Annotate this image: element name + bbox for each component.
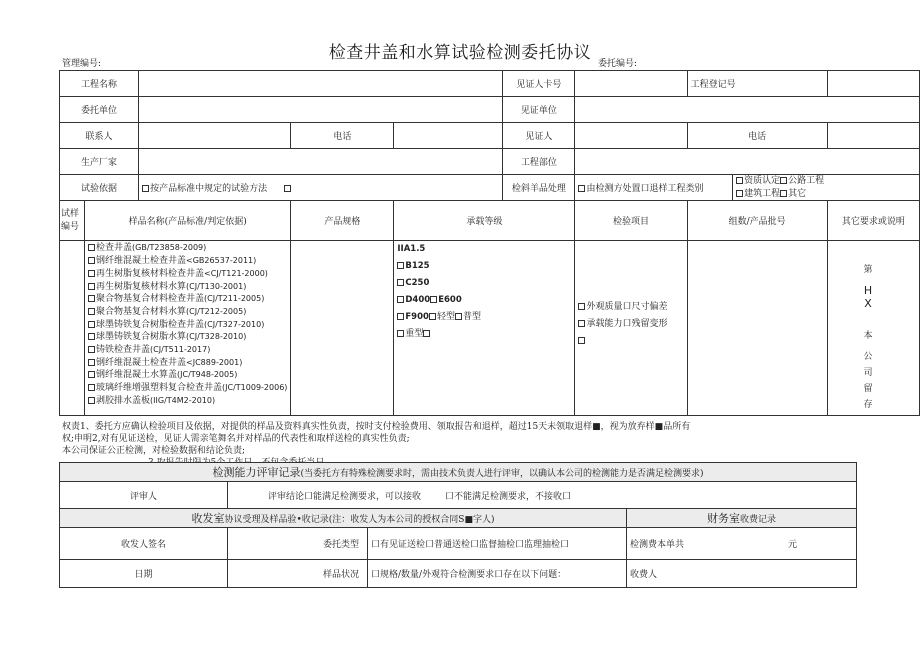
main-form-table — [59, 70, 920, 416]
sample-handling-label: 检斜羊品处理 — [503, 175, 575, 201]
yuan-label: 元 — [788, 540, 798, 550]
sample-no-header-line1: 试样 — [61, 209, 80, 220]
entrust-type-options[interactable]: 口有见证送检口普通送检口监督抽检口监理抽检口 — [368, 528, 627, 560]
manufacturer-field[interactable] — [139, 149, 503, 175]
project-name-label: 工程名称 — [60, 71, 139, 97]
load-grade-header: 承载等级 — [394, 201, 575, 241]
test-basis-checkbox[interactable] — [142, 185, 149, 192]
highway-text: 公路工程 — [788, 176, 825, 186]
construction-text: 建筑工程 — [744, 188, 781, 199]
qualification-checkbox[interactable] — [736, 177, 743, 184]
receive-section-header — [60, 509, 857, 528]
sample-header-row — [60, 201, 920, 241]
document-title: 检查井盖和水算试验检测委托协议 — [328, 43, 592, 63]
grade-d: D400 — [405, 295, 431, 306]
project-dept-label: 工程部位 — [503, 149, 575, 175]
group-batch-header: 组数/产品批号 — [687, 201, 827, 241]
side-char: 公 — [863, 352, 873, 362]
side-char: 第 — [863, 265, 873, 275]
product-checkbox[interactable] — [88, 244, 95, 251]
product-std: (GB/T23858-2009) — [132, 243, 207, 253]
product-name: 聚合物基复合材料检查井盖 — [96, 294, 205, 305]
product-name: 玻璃纤维增强塑料复合检查井盖 — [96, 383, 223, 394]
product-item — [88, 319, 287, 332]
product-std: (IIG/T4M2-2010) — [150, 395, 216, 405]
date-label: 日期 — [60, 560, 228, 588]
phone-label: 电话 — [291, 123, 394, 149]
review-receive-table — [59, 462, 857, 588]
grade-f: F900 — [405, 312, 429, 323]
product-checkbox[interactable] — [88, 283, 95, 290]
sample-no-header — [60, 201, 85, 241]
product-name: 检查井盖 — [96, 243, 133, 254]
test-basis-options — [139, 175, 503, 201]
other-req-header: 其它要求或说明 — [827, 201, 919, 241]
review-title: 检测能力评审记录 — [212, 466, 301, 479]
product-item — [88, 255, 287, 268]
product-checkbox[interactable] — [88, 295, 95, 302]
grade-e-checkbox[interactable] — [430, 296, 437, 303]
sample-detail-row — [60, 241, 920, 416]
project-reg-field[interactable] — [827, 71, 919, 97]
qualification-text: 资质认定 — [744, 176, 781, 186]
test-item-c-checkbox[interactable] — [578, 337, 585, 344]
project-reg-label: 工程登记号 — [687, 71, 827, 97]
phone2-label: 电话 — [687, 123, 827, 149]
sample-status-label: 样品状况 — [228, 560, 368, 588]
grade-f-checkbox[interactable] — [397, 313, 404, 320]
sample-status-options[interactable]: 口规格/数量/外观符合检测要求口存在以下问题： — [368, 560, 627, 588]
witness-label: 见证人 — [503, 123, 575, 149]
finance-title: 财务室 — [706, 512, 740, 525]
load-grade-list — [394, 241, 575, 416]
product-name: 球墨铸铁复合树脂检查井盖 — [96, 319, 205, 330]
product-checkbox[interactable] — [88, 333, 95, 340]
project-name-field[interactable] — [139, 71, 503, 97]
product-item — [88, 344, 287, 357]
test-basis-label: 试验依据 — [60, 175, 139, 201]
contact-label: 联系人 — [60, 123, 139, 149]
sample-no-header-line2: 编号 — [61, 221, 80, 232]
side-char: 留 — [863, 384, 873, 394]
product-checkbox[interactable] — [88, 257, 95, 264]
product-name: 剥胶排水盖板 — [96, 395, 151, 406]
product-name: 钢纤维混凝土水算盖 — [96, 370, 178, 381]
phone-field[interactable] — [394, 123, 503, 149]
grade-normal: 普型 — [462, 312, 481, 323]
grade-c: C250 — [405, 278, 430, 289]
sample-handling-options — [575, 175, 733, 201]
receive-row-2 — [60, 560, 857, 588]
side-vertical-text — [861, 255, 875, 413]
fee-cell — [627, 528, 857, 560]
collector-label: 收费人 — [627, 560, 857, 588]
side-char: 司 — [863, 368, 873, 378]
review-section-header — [60, 463, 857, 482]
review-subtitle: (当委托方有特殊检测要求时，需由技术负责人进行评审，以确认本公司的检测能力是否满足检测要求) — [300, 469, 704, 479]
grade-c-checkbox[interactable] — [397, 279, 404, 286]
review-title-cell — [60, 463, 857, 482]
row-client-unit — [60, 97, 920, 123]
witness-card-field[interactable] — [575, 71, 687, 97]
test-item-a-checkbox[interactable] — [578, 303, 585, 310]
product-item — [88, 281, 287, 294]
test-item-b: 承载能力口残留变形 — [586, 319, 668, 330]
grade-b-checkbox[interactable] — [397, 262, 404, 269]
grade-light: 轻型 — [436, 312, 455, 323]
other-checkbox[interactable] — [780, 190, 787, 197]
row-test-basis — [60, 175, 920, 201]
note-line-1: 权责1、委托方应确认检验项目及依据，对提供的样品及资料真实性负责，按时支付检验费用、领取报告和退样，超过15天未领取退样■，视为放弃样■品所有 — [62, 422, 691, 432]
review-conclusion-cell — [228, 482, 857, 509]
finance-subtitle: 收费记录 — [739, 515, 776, 525]
grade-e: E600 — [438, 295, 462, 306]
side-char: 本 — [863, 331, 873, 341]
entrust-number-label: 委托编号: — [598, 59, 638, 69]
product-name: 再生树脂复核材料检查井盖 — [96, 268, 205, 279]
highway-checkbox[interactable] — [780, 177, 787, 184]
client-unit-field[interactable] — [139, 97, 503, 123]
project-category-options — [733, 175, 920, 201]
test-item-a: 外观质量口尺寸偏差 — [586, 302, 668, 313]
construction-checkbox[interactable] — [736, 190, 743, 197]
product-item — [88, 268, 287, 281]
receive-title: 收发室 — [191, 512, 225, 525]
grade-extra-checkbox[interactable] — [423, 330, 430, 337]
witness-unit-label: 见证单位 — [503, 97, 575, 123]
product-checkbox[interactable] — [88, 308, 95, 315]
receiver-sign-label: 收发人签名 — [60, 528, 228, 560]
manufacturer-label: 生产厂家 — [60, 149, 139, 175]
product-checkbox[interactable] — [88, 359, 95, 366]
product-item — [88, 382, 287, 395]
product-std: (CJ/T130-2001) — [186, 281, 247, 291]
witness-field[interactable] — [575, 123, 687, 149]
product-std: (CJ/T212-2005) — [186, 306, 247, 316]
test-items-list — [575, 241, 687, 416]
product-std: (CJ/T327-2010) — [204, 319, 265, 329]
side-char: X — [864, 297, 872, 310]
grade-normal-checkbox[interactable] — [455, 313, 462, 320]
grade-light-checkbox[interactable] — [429, 313, 436, 320]
product-list — [85, 241, 291, 416]
other-text: 其它 — [788, 188, 807, 199]
row-contact — [60, 123, 920, 149]
product-std: (JC/T948-2005) — [177, 370, 238, 380]
row-project-name — [60, 71, 920, 97]
product-item — [88, 331, 287, 344]
test-basis-option-text: 按产品标准中规定的试验方法 — [150, 184, 268, 195]
witness-unit-field[interactable] — [575, 97, 920, 123]
test-basis-checkbox-2[interactable] — [284, 185, 291, 192]
product-name: 钢纤维混凝土检查井盖 — [96, 256, 187, 267]
product-checkbox[interactable] — [88, 371, 95, 378]
product-item — [88, 357, 287, 370]
sample-handling-checkbox[interactable] — [578, 185, 585, 192]
sample-handling-option-text: 由检测方处置口退样工程类别 — [586, 184, 704, 195]
sample-no-cell[interactable] — [60, 241, 85, 416]
product-std: (CJ/T211-2005) — [204, 294, 265, 304]
review-cannot[interactable]: 口不能满足检测要求，不接收口 — [445, 491, 572, 502]
product-item — [88, 242, 287, 255]
product-checkbox[interactable] — [88, 346, 95, 353]
contact-field[interactable] — [139, 123, 291, 149]
product-name: 钢纤维混凝土检查井盖 — [96, 357, 187, 368]
product-name: 球墨铸铁复合树脂水算 — [96, 332, 187, 343]
grade-d-checkbox[interactable] — [397, 296, 404, 303]
side-char: 存 — [863, 400, 873, 410]
grade-heavy-checkbox[interactable] — [397, 330, 404, 337]
product-std: (CJ/T511-2017) — [150, 345, 211, 355]
review-conclusion[interactable]: 评审结论口能满足检测要求，可以接收 — [267, 491, 421, 502]
management-number-label: 管理编号: — [62, 59, 102, 69]
reviewer-label: 评审人 — [60, 482, 228, 509]
product-std: <CJ/T121-2000) — [204, 268, 268, 278]
product-checkbox[interactable] — [88, 321, 95, 328]
product-name: 再生树脂复核材料水算 — [96, 281, 187, 292]
fee-label: 检测费本单共 — [630, 540, 685, 550]
product-item — [88, 369, 287, 382]
test-item-b-checkbox[interactable] — [578, 320, 585, 327]
note-line-2a: 权;申明2,对有见证送检，见证人需亲笔舞名并对样品的代表性和取样送检的真实性负责; — [62, 434, 410, 444]
product-checkbox[interactable] — [88, 397, 95, 404]
phone2-field[interactable] — [827, 123, 919, 149]
witness-card-label: 见证人卡号 — [503, 71, 575, 97]
receive-row-1 — [60, 528, 857, 560]
side-char: H — [863, 284, 873, 297]
spec-cell[interactable] — [291, 241, 394, 416]
product-std: (CJ/T328-2010) — [186, 332, 247, 342]
note-line-2b: 本公司保证公正检测，对检验数据和结论负责; — [62, 446, 246, 456]
product-name-header: 样品名称(产品标准/判定依据) — [85, 201, 291, 241]
product-item — [88, 306, 287, 319]
receive-subtitle: 协议受理及样品验•收记录(注：收发人为本公司的授权合同S■字人) — [224, 515, 495, 525]
review-row — [60, 482, 857, 509]
product-item — [88, 293, 287, 306]
product-name: 聚合物基复合材料水算 — [96, 306, 187, 317]
entrust-type-label: 委托类型 — [228, 528, 368, 560]
spec-header: 产品规格 — [291, 201, 394, 241]
product-std: (JC/T1009-2006) — [222, 383, 288, 393]
grade-b: B125 — [405, 261, 430, 272]
finance-title-cell — [627, 509, 857, 528]
product-name: 铸铁检查井盖 — [96, 345, 151, 356]
grade-a[interactable]: IIA1.5 — [397, 244, 426, 255]
project-dept-field[interactable] — [575, 149, 920, 175]
test-items-header: 检验项目 — [575, 201, 687, 241]
product-checkbox[interactable] — [88, 384, 95, 391]
group-batch-cell[interactable] — [687, 241, 827, 416]
client-unit-label: 委托单位 — [60, 97, 139, 123]
grade-heavy: 重型 — [405, 329, 424, 340]
product-item — [88, 395, 287, 408]
product-std: <GB26537-2011) — [186, 256, 257, 266]
product-checkbox[interactable] — [88, 270, 95, 277]
product-std: <JC889-2001) — [186, 357, 243, 367]
row-manufacturer — [60, 149, 920, 175]
receive-title-cell — [60, 509, 627, 528]
